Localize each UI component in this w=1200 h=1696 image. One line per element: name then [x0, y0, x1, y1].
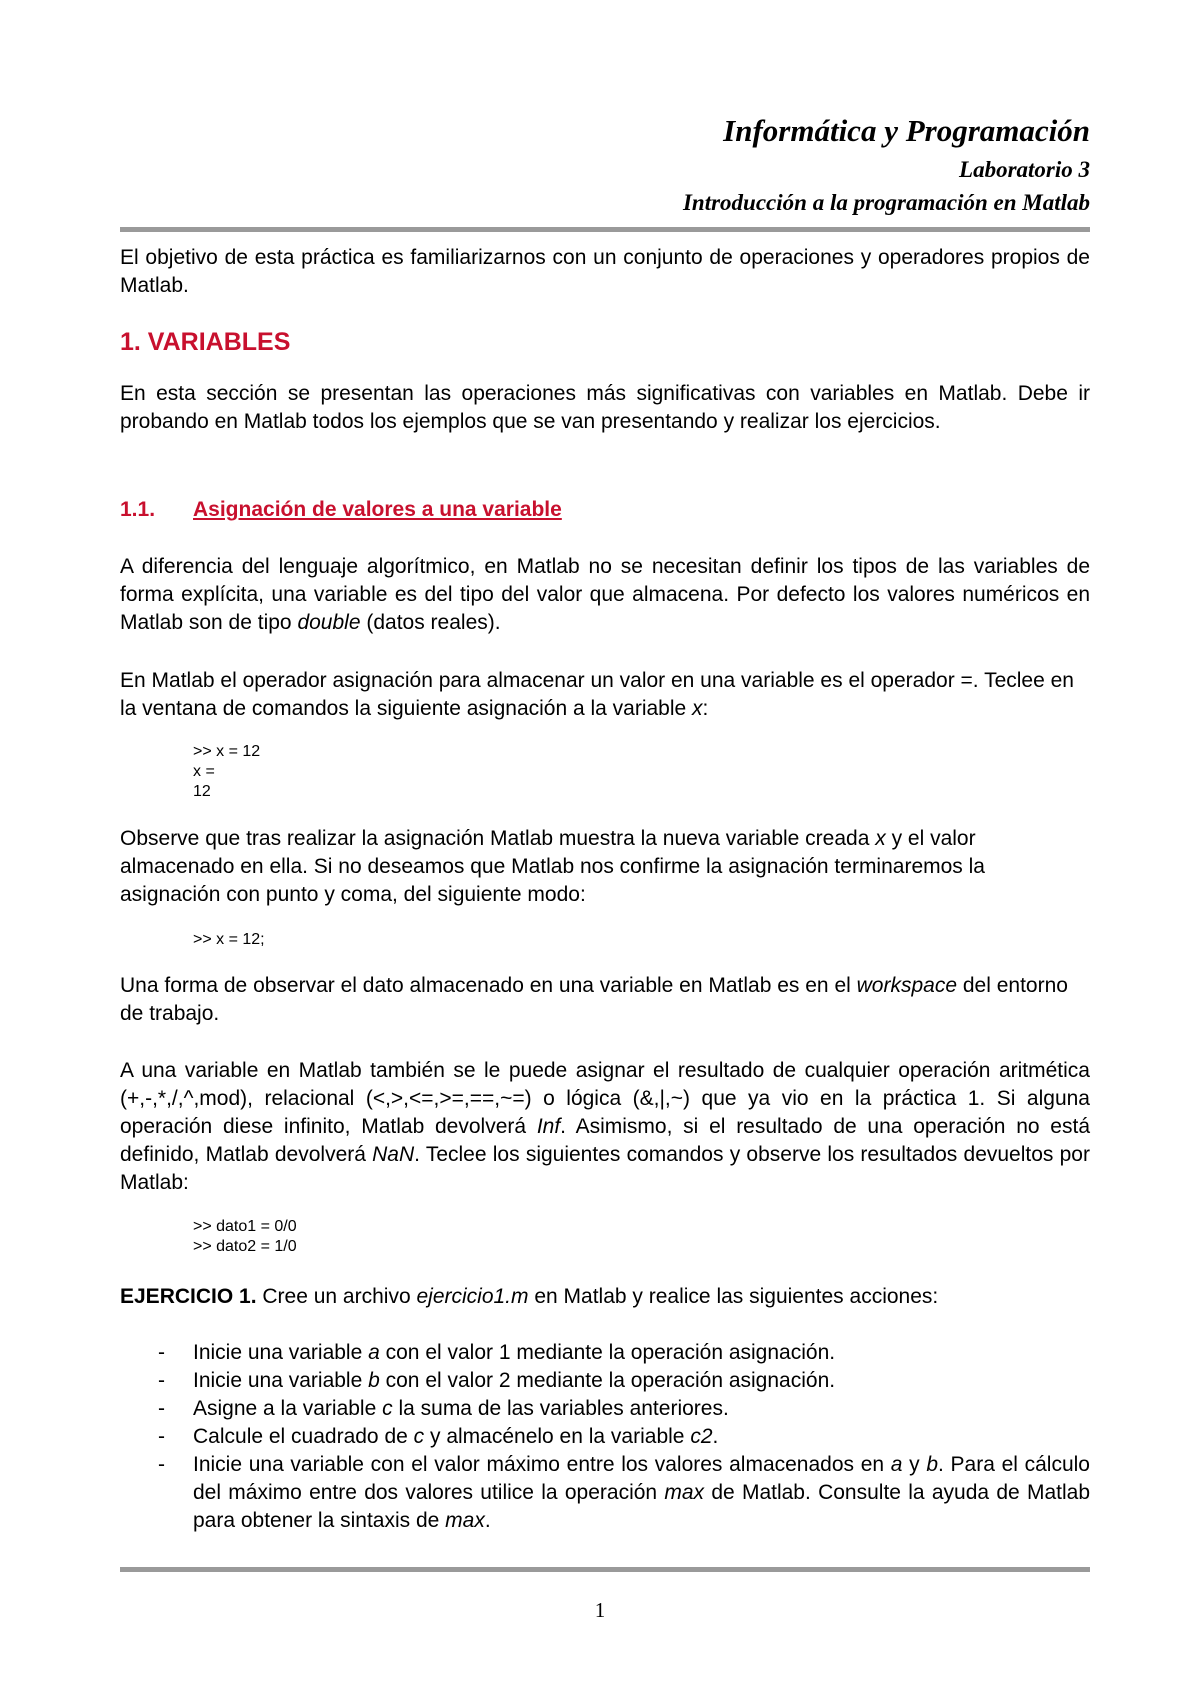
paragraph-operations: A una variable en Matlab también se le puede asignar el resultado de cualquier operación aritmética (+,-,*,/,^,mod), relacional (<,>,<=,>=,==,~=) o lógica (&,|,~) que ya vio en la práctica 1. Si alguna operación diese infinito, Matlab devolverá Inf. Asimismo, si el resultado de una operación no está definido, Matlab devolverá NaN. Teclee los siguientes comandos y observe los resultados devueltos por Matlab: [120, 1059, 1091, 1194]
paragraph-semicolon: Observe que tras realizar la asignación Matlab muestra la nueva variable creada x y el valor almacenado en ella. Si no deseamos que Matlab nos confirme la asignación terminaremos la asignación con punto y coma, del siguiente modo: [120, 827, 985, 906]
list-item: - Inicie una variable a con el valor 1 mediante la operación asignación. [158, 1341, 836, 1364]
header-subtitle: Introducción a la programación en Matlab [682, 190, 1090, 215]
footer-divider [120, 1567, 1090, 1572]
exercise-1-list [120, 1339, 1090, 1535]
code-block-assignment [193, 742, 260, 802]
paragraph-workspace: Una forma de observar el dato almacenado en una variable en Matlab es en el workspace del entorno de trabajo. [120, 974, 1068, 1025]
section-intro-paragraph: En esta sección se presentan las operaciones más significativas con variables en Matlab. Debe ir probando en Matlab todos los ejemplos que se van presentando y realizar los ejercicios. [120, 382, 1090, 433]
list-item: - Inicie una variable b con el valor 2 mediante la operación asignación. [158, 1369, 836, 1392]
code-line: 12 [193, 783, 211, 800]
code-line: >> dato2 = 1/0 [193, 1238, 297, 1255]
exercise-1-statement: EJERCICIO 1. Cree un archivo ejercicio1.m en Matlab y realice las siguientes acciones: [120, 1285, 939, 1308]
subsection-title: Asignación de valores a una variable [193, 498, 562, 521]
list-item: - Inicie una variable con el valor máximo entre los valores almacenados en a y b. Para el cálculo del máximo entre dos valores utilice la operación max de Matlab. Consulte la ayuda de Matlab para obtener la sintaxis de max. [158, 1453, 1090, 1532]
subsection-heading [120, 498, 562, 522]
subsection-number: 1.1. [120, 498, 156, 521]
code-line: >> dato1 = 0/0 [193, 1218, 297, 1235]
code-line: x = [193, 763, 215, 780]
code-line: >> x = 12; [193, 931, 265, 948]
list-item: - Calcule el cuadrado de c y almacénelo en la variable c2. [158, 1425, 719, 1448]
intro-paragraph: El objetivo de esta práctica es familiarizarnos con un conjunto de operaciones y operadores propios de Matlab. [120, 246, 1090, 297]
paragraph-assignment-operator: En Matlab el operador asignación para almacenar un valor en una variable es el operador =. Teclee en la ventana de comandos la siguiente asignación a la variable x: [120, 669, 1074, 720]
section-heading-variables: 1. VARIABLES [120, 328, 291, 356]
code-block-infinite [193, 1217, 297, 1257]
page-number: 1 [594, 1598, 606, 1622]
code-block-semicolon [193, 930, 265, 950]
header-title: Informática y Programación [723, 113, 1090, 148]
exercise-label: EJERCICIO 1. [120, 1285, 257, 1308]
list-item: - Asigne a la variable c la suma de las variables anteriores. [158, 1397, 729, 1420]
header-lab-number: Laboratorio 3 [959, 157, 1090, 182]
paragraph-types: A diferencia del lenguaje algorítmico, en Matlab no se necesitan definir los tipos de las variables de forma explícita, una variable es del tipo del valor que almacena. Por defecto los valores numéricos en Matlab son de tipo double (datos reales). [120, 555, 1090, 634]
code-line: >> x = 12 [193, 743, 261, 760]
header-divider [120, 227, 1090, 232]
